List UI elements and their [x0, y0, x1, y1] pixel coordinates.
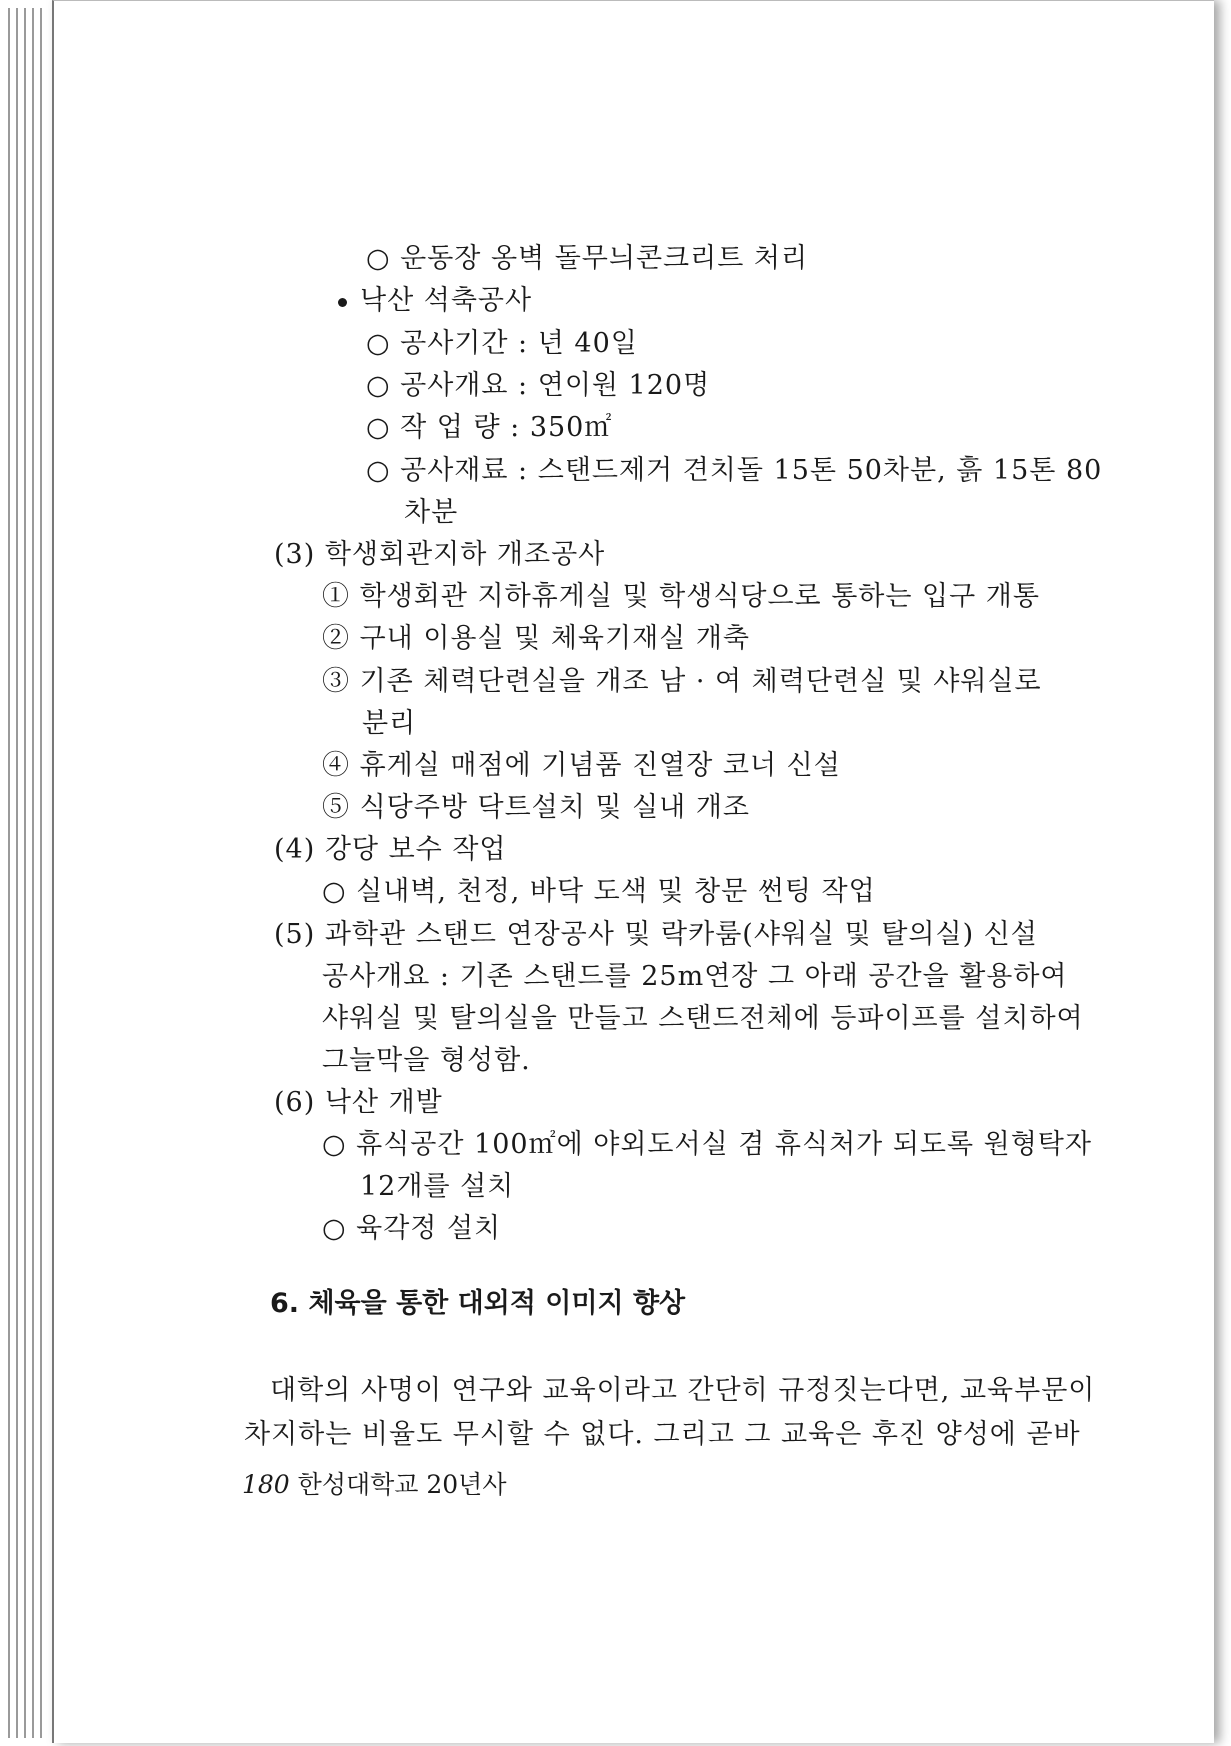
page-number: 180	[242, 1470, 290, 1499]
list-item: ① 학생회관 지하휴게실 및 학생식당으로 통하는 입구 개통	[322, 581, 1040, 612]
list-item-continuation: 12개를 설치	[360, 1171, 515, 1202]
page-stack-edge	[40, 8, 42, 1738]
book-title: 한성대학교 20년사	[297, 1470, 507, 1499]
bullet-icon	[338, 298, 347, 307]
page-stack-edge	[32, 8, 34, 1738]
list-item: ③ 기존 체력단련실을 개조 남 · 여 체력단련실 및 샤워실로	[322, 666, 1042, 697]
list-item: ○ 육각정 설치	[322, 1213, 502, 1244]
list-item: 낙산 석축공사	[360, 285, 533, 316]
paragraph-line: 대학의 사명이 연구와 교육이라고 간단히 규정짓는다면, 교육부문이	[270, 1375, 1096, 1406]
subsection-title: (4) 강당 보수 작업	[274, 834, 507, 865]
body-text: 그늘막을 형성함.	[322, 1045, 531, 1076]
list-item: ○ 운동장 옹벽 돌무늬콘크리트 처리	[366, 243, 809, 274]
page-footer	[242, 1467, 506, 1503]
list-item: ○ 공사재료 : 스탠드제거 견치돌 15톤 50차분, 흙 15톤 80	[366, 455, 1103, 486]
list-item-continuation: 차분	[404, 497, 459, 528]
body-text: 공사개요 : 기존 스탠드를 25m연장 그 아래 공간을 활용하여	[322, 961, 1068, 992]
paragraph-line: 차지하는 비율도 무시할 수 없다. 그리고 그 교육은 후진 양성에 곧바	[244, 1419, 1081, 1450]
list-item: ② 구내 이용실 및 체육기재실 개축	[322, 623, 750, 654]
list-item-continuation: 분리	[362, 708, 417, 739]
list-item: ○ 공사기간 : 년 40일	[366, 328, 638, 359]
page-stack-edge	[8, 8, 10, 1738]
list-item: ○ 작 업 량 : 350㎡	[366, 412, 613, 443]
page-stack-edge	[16, 8, 18, 1738]
document-page	[52, 0, 1214, 1743]
list-item: ⑤ 식당주방 닥트설치 및 실내 개조	[322, 792, 750, 823]
subsection-title: (5) 과학관 스탠드 연장공사 및 락카룸(샤워실 및 탈의실) 신설	[274, 919, 1038, 950]
list-item: ○ 휴식공간 100㎡에 야외도서실 겸 휴식처가 되도록 원형탁자	[322, 1129, 1092, 1160]
list-item: ④ 휴게실 매점에 기념품 진열장 코너 신설	[322, 750, 841, 781]
list-item: ○ 실내벽, 천정, 바닥 도색 및 창문 썬팅 작업	[322, 876, 876, 907]
page-stack-edge	[24, 8, 26, 1738]
subsection-title: (6) 낙산 개발	[274, 1087, 443, 1118]
section-heading: 6. 체육을 통한 대외적 이미지 향상	[270, 1288, 686, 1319]
list-item: ○ 공사개요 : 연이원 120명	[366, 370, 711, 401]
subsection-title: (3) 학생회관지하 개조공사	[274, 539, 606, 570]
body-text: 샤워실 및 탈의실을 만들고 스탠드전체에 등파이프를 설치하여	[322, 1003, 1084, 1034]
